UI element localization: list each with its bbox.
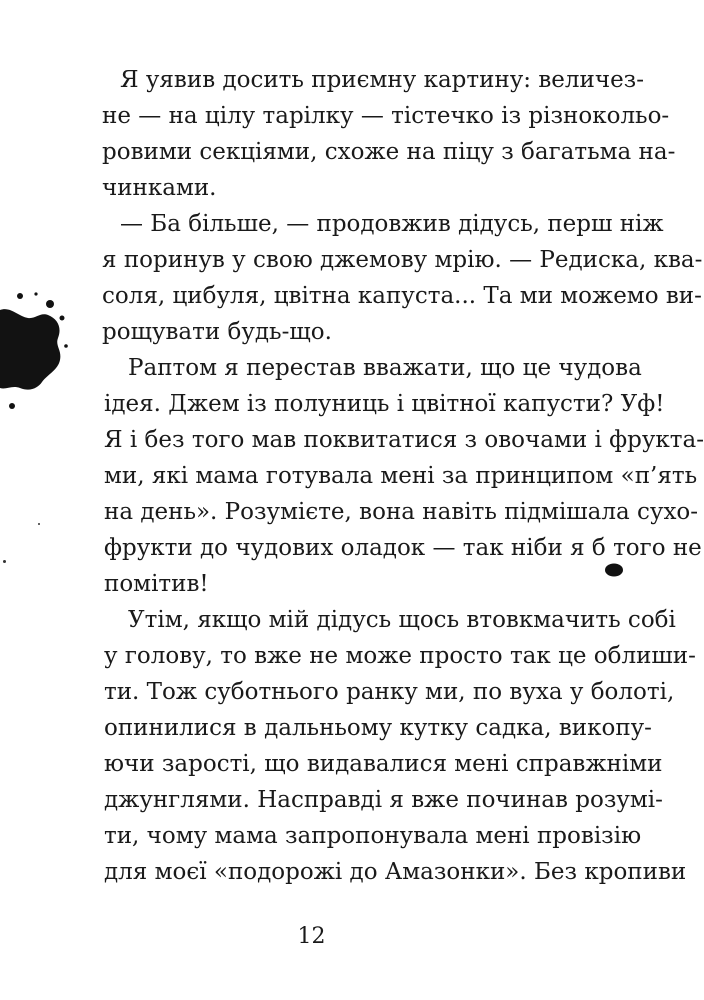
text-line: фрукти до чудових оладок — так ніби я б того не [104, 535, 702, 561]
text-line: опинилися в дальньому кутку садка, викопу- [104, 715, 652, 741]
text-line: ти, чому мама запропонувала мені провізію [104, 823, 642, 849]
text-line: ючи зарості, що видавалися мені справжніми [104, 751, 663, 777]
text-line: Я і без того мав поквитатися з овочами і фрукта- [104, 427, 704, 453]
text-line: — Ба більше, — продовжив дідусь, перш ніж [120, 211, 664, 237]
page-number: 12 [297, 924, 326, 949]
body-text [0, 62, 704, 892]
text-line: Я уявив досить приємну картину: величез- [120, 67, 644, 93]
text-line: ідея. Джем із полуниць і цвітної капусти? Уф! [104, 391, 665, 417]
text-line: чинками. [102, 175, 217, 201]
text-line: ти. Тож суботнього ранку ми, по вуха у болоті, [104, 679, 675, 705]
text-line: не — на цілу тарілку — тістечко із різнокольо- [102, 103, 670, 129]
text-line: соля, цибуля, цвітна капуста... Та ми можемо ви- [102, 283, 702, 309]
text-line: Раптом я перестав вважати, що це чудова [128, 355, 642, 381]
text-line: на день». Розумієте, вона навіть підмішала сухо- [104, 499, 699, 525]
text-line: ми, які мама готувала мені за принципом «п’ять [104, 463, 698, 489]
text-line: джунглями. Насправді я вже починав розумі- [104, 787, 663, 813]
text-line: Утім, якщо мій дідусь щось втовкмачить собі [128, 607, 676, 633]
text-line: для моєї «подорожі до Амазонки». Без кропиви [104, 859, 687, 885]
text-line: ровими секціями, схоже на піцу з багатьма на- [102, 139, 676, 165]
text-line: я поринув у свою джемову мрію. — Редиска, ква- [102, 247, 703, 273]
text-line: рощувати будь-що. [102, 319, 332, 345]
text-line: помітив! [104, 571, 209, 597]
text-line: у голову, то вже не може просто так це облиши- [104, 643, 696, 669]
